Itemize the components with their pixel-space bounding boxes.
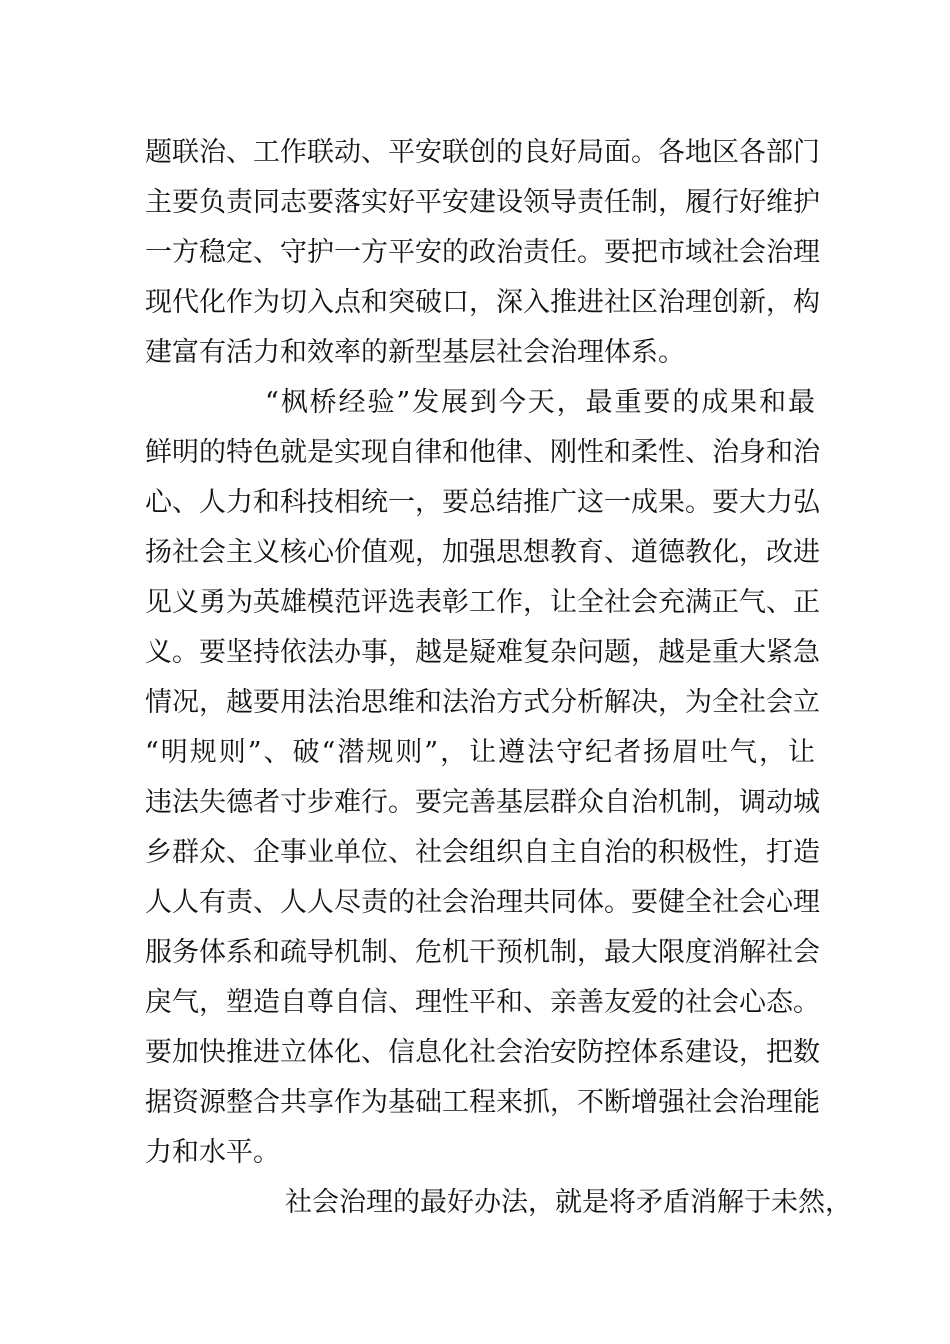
text-line: 鲜明的特色就是实现自律和他律、刚性和柔性、治身和治	[145, 437, 820, 468]
text-line: 力和水平。	[145, 1137, 280, 1168]
text-line: 戾气，塑造自尊自信、理性平和、亲善友爱的社会心态。	[145, 987, 820, 1018]
text-line: 乡群众、企事业单位、社会组织自主自治的积极性，打造	[145, 837, 820, 868]
paragraph-1	[145, 128, 820, 378]
text-line: 题联治、工作联动、平安联创的良好局面。各地区各部门	[145, 137, 820, 168]
text-line: “明规则”、破“潜规则”，让遵法守纪者扬眉吐气，让	[145, 737, 815, 768]
text-line: 主要负责同志要落实好平安建设领导责任制，履行好维护	[145, 187, 820, 218]
text-line: 人人有责、人人尽责的社会治理共同体。要健全社会心理	[145, 887, 820, 918]
text-line: 义。要坚持依法办事，越是疑难复杂问题，越是重大紧急	[145, 637, 820, 668]
text-line: 社会治理的最好办法，就是将矛盾消解于未然，	[285, 1187, 852, 1218]
text-line: 要加快推进立体化、信息化社会治安防控体系建设，把数	[145, 1037, 820, 1068]
text-line: 现代化作为切入点和突破口，深入推进社区治理创新，构	[145, 287, 820, 318]
text-line: 见义勇为英雄模范评选表彰工作，让全社会充满正气、正	[145, 587, 820, 618]
text-line: 违法失德者寸步难行。要完善基层群众自治机制，调动城	[145, 787, 820, 818]
paragraph-3	[145, 1178, 852, 1228]
text-line: “枫桥经验”发展到今天，最重要的成果和最	[265, 387, 815, 418]
text-line: 服务体系和疏导机制、危机干预机制，最大限度消解社会	[145, 937, 820, 968]
text-line: 扬社会主义核心价值观，加强思想教育、道德教化，改进	[145, 537, 820, 568]
text-line: 一方稳定、守护一方平安的政治责任。要把市域社会治理	[145, 237, 820, 268]
text-line: 据资源整合共享作为基础工程来抓，不断增强社会治理能	[145, 1087, 820, 1118]
paragraph-2	[145, 378, 820, 1178]
text-line: 心、人力和科技相统一，要总结推广这一成果。要大力弘	[145, 487, 820, 518]
text-line: 建富有活力和效率的新型基层社会治理体系。	[145, 337, 685, 368]
body-text	[145, 128, 852, 1228]
text-line: 情况，越要用法治思维和法治方式分析解决，为全社会立	[145, 687, 820, 718]
